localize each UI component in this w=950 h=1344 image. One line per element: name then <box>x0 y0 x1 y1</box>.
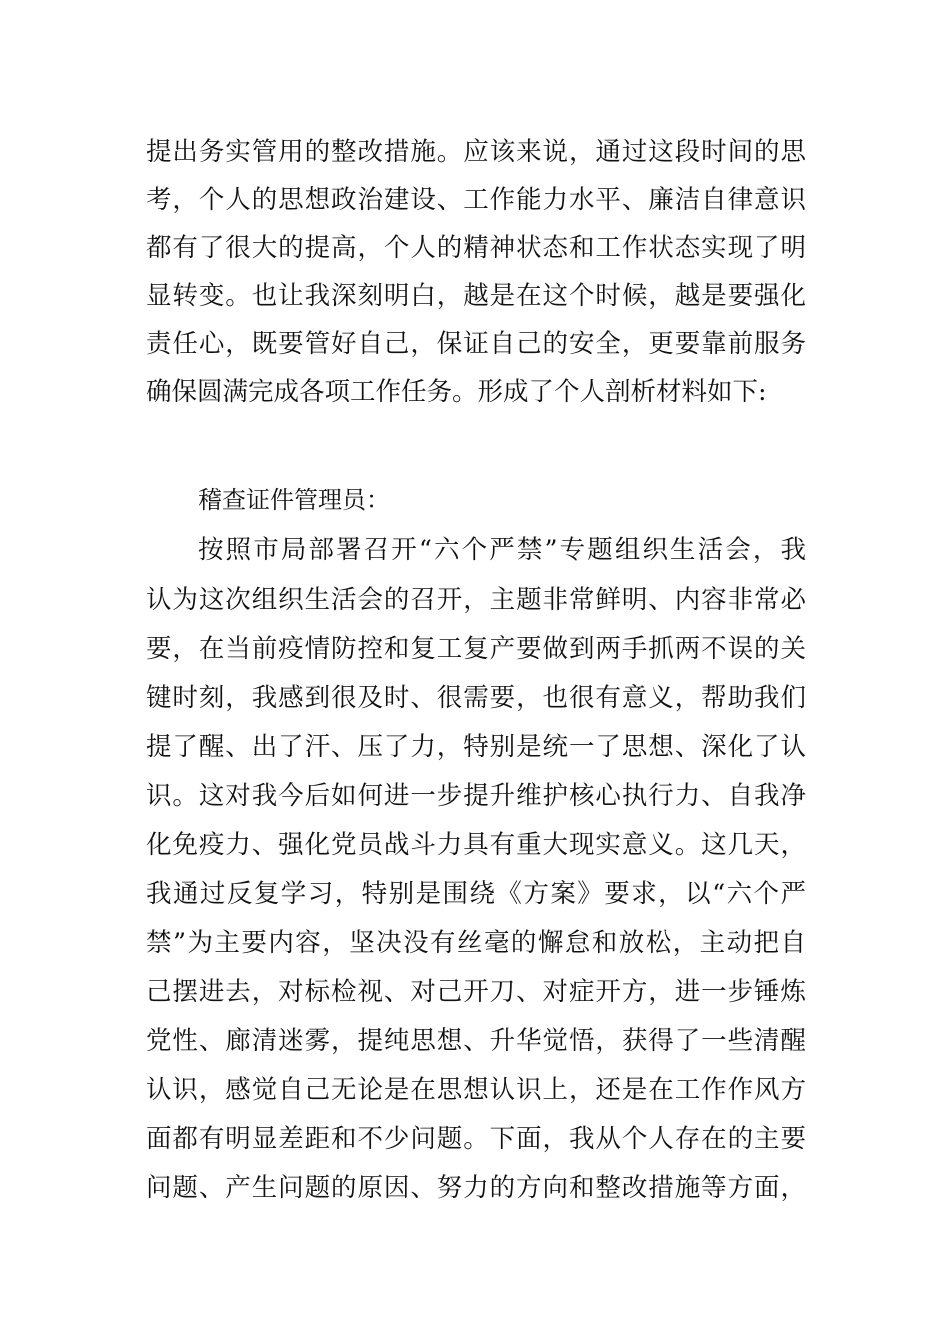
paragraph-line: 识。这对我今后如何进一步提升维护核心执行力、自我净 <box>146 781 806 811</box>
paragraph-line: 考，个人的思想政治建设、工作能力水平、廉洁自律意识 <box>146 185 806 215</box>
paragraph-line: 我通过反复学习，特别是围绕《方案》要求，以“六个严 <box>146 879 806 909</box>
paragraph-line: 确保圆满完成各项工作任务。形成了个人剖析材料如下: <box>146 377 767 407</box>
paragraph-line: 面都有明显差距和不少问题。下面，我从个人存在的主要 <box>146 1124 806 1154</box>
paragraph-line: 按照市局部署召开“六个严禁”专题组织生活会，我 <box>198 535 806 565</box>
paragraph-line: 己摆进去，对标检视、对己开刀、对症开方，进一步锤炼 <box>146 977 806 1007</box>
section-heading: 稽查证件管理员： <box>198 486 390 514</box>
paragraph-line: 显转变。也让我深刻明白，越是在这个时候，越是要强化 <box>146 281 806 311</box>
paragraph-line: 化免疫力、强化党员战斗力具有重大现实意义。这几天， <box>146 830 806 860</box>
paragraph-line: 提了醒、出了汗、压了力，特别是统一了思想、深化了认 <box>146 732 806 762</box>
paragraph-line: 认识，感觉自己无论是在思想认识上，还是在工作作风方 <box>146 1075 806 1105</box>
paragraph-line: 认为这次组织生活会的召开，主题非常鲜明、内容非常必 <box>146 585 806 615</box>
paragraph-line: 都有了很大的提高，个人的精神状态和工作状态实现了明 <box>146 233 806 263</box>
paragraph-line: 提出务实管用的整改措施。应该来说，通过这段时间的思 <box>146 137 806 167</box>
paragraph-line: 责任心，既要管好自己，保证自己的安全，更要靠前服务 <box>146 329 806 359</box>
paragraph-line: 要，在当前疫情防控和复工复产要做到两手抓两不误的关 <box>146 634 806 664</box>
paragraph-line: 问题、产生问题的原因、努力的方向和整改措施等方面， <box>146 1173 806 1203</box>
paragraph-line: 党性、廊清迷雾，提纯思想、升华觉悟，获得了一些清醒 <box>146 1026 806 1056</box>
paragraph-line: 禁”为主要内容，坚决没有丝毫的懈怠和放松，主动把自 <box>146 928 806 958</box>
paragraph-line: 键时刻，我感到很及时、很需要，也很有意义，帮助我们 <box>146 683 806 713</box>
